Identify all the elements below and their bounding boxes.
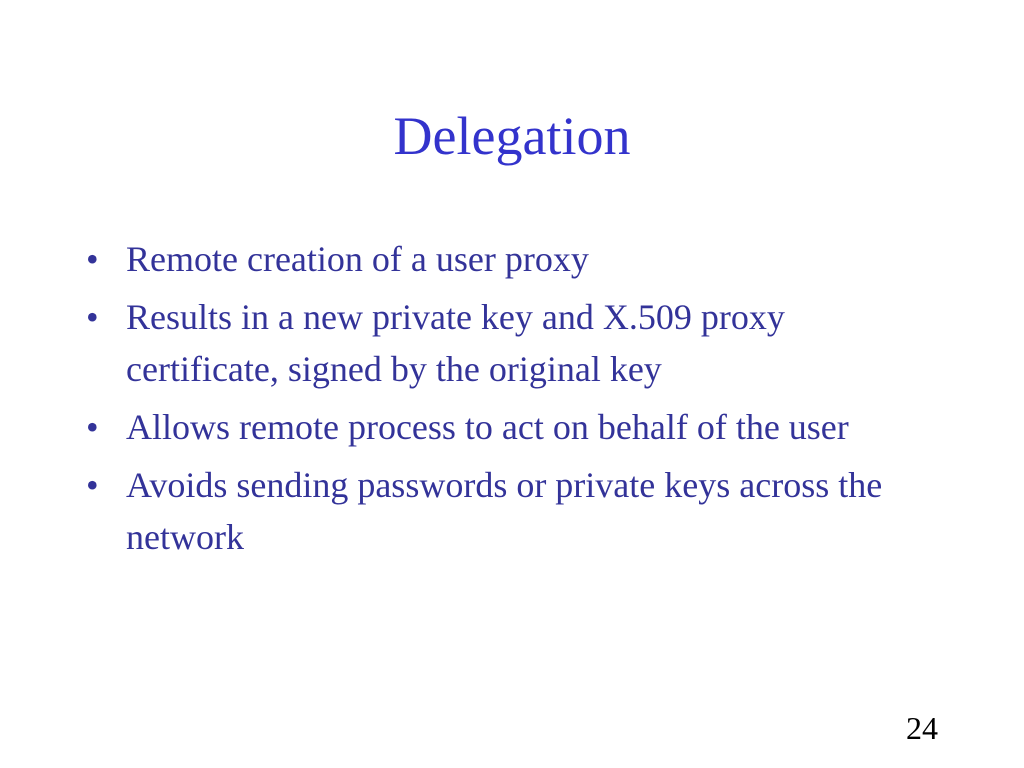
bullet-marker: • (86, 407, 99, 447)
bullet-item (86, 291, 946, 395)
bullet-marker: • (86, 297, 99, 337)
bullet-text: Remote creation of a user proxy (126, 239, 589, 279)
bullet-item (86, 233, 946, 285)
bullet-marker: • (86, 239, 99, 279)
page-number: 24 (906, 710, 938, 746)
bullet-item (86, 401, 946, 453)
slide-title: Delegation (393, 106, 631, 166)
bullet-text: Avoids sending passwords or private keys across the network (126, 465, 883, 557)
bullet-list (86, 233, 946, 569)
bullet-item (86, 459, 946, 563)
bullet-text: Results in a new private key and X.509 proxy certificate, signed by the original key (126, 297, 785, 389)
bullet-marker: • (86, 465, 99, 505)
bullet-text: Allows remote process to act on behalf of the user (126, 407, 849, 447)
